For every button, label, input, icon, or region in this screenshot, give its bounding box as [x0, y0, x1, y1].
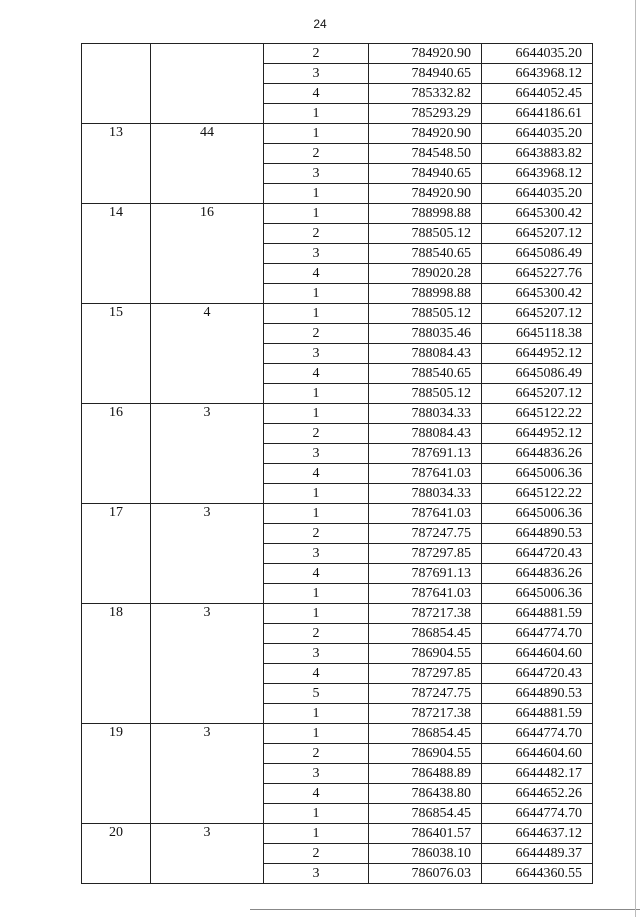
y-coordinate-cell: 6645118.38 [482, 324, 593, 344]
x-coordinate-cell: 784920.90 [369, 184, 482, 204]
x-coordinate-cell: 784548.50 [369, 144, 482, 164]
point-number-cell: 4 [264, 264, 369, 284]
x-coordinate-cell: 787691.13 [369, 444, 482, 464]
point-number-cell: 4 [264, 84, 369, 104]
y-coordinate-cell: 6645207.12 [482, 304, 593, 324]
area-cell: 3 [151, 604, 264, 724]
x-coordinate-cell: 784940.65 [369, 164, 482, 184]
area-cell: 16 [151, 204, 264, 304]
point-number-cell: 2 [264, 624, 369, 644]
y-coordinate-cell: 6643968.12 [482, 164, 593, 184]
x-coordinate-cell: 788505.12 [369, 224, 482, 244]
y-coordinate-cell: 6645006.36 [482, 584, 593, 604]
y-coordinate-cell: 6644890.53 [482, 524, 593, 544]
point-number-cell: 3 [264, 644, 369, 664]
point-number-cell: 1 [264, 304, 369, 324]
x-coordinate-cell: 788998.88 [369, 204, 482, 224]
point-number-cell: 1 [264, 804, 369, 824]
x-coordinate-cell: 786038.10 [369, 844, 482, 864]
point-number-cell: 3 [264, 764, 369, 784]
x-coordinate-cell: 788540.65 [369, 244, 482, 264]
table-row [82, 724, 593, 744]
y-coordinate-cell: 6644890.53 [482, 684, 593, 704]
y-coordinate-cell: 6644720.43 [482, 664, 593, 684]
area-cell: 3 [151, 724, 264, 824]
point-number-cell: 1 [264, 384, 369, 404]
y-coordinate-cell: 6645122.22 [482, 404, 593, 424]
y-coordinate-cell: 6643968.12 [482, 64, 593, 84]
point-number-cell: 1 [264, 824, 369, 844]
y-coordinate-cell: 6644035.20 [482, 44, 593, 64]
x-coordinate-cell: 787691.13 [369, 564, 482, 584]
y-coordinate-cell: 6644186.61 [482, 104, 593, 124]
point-number-cell: 2 [264, 524, 369, 544]
x-coordinate-cell: 786854.45 [369, 724, 482, 744]
x-coordinate-cell: 786076.03 [369, 864, 482, 884]
y-coordinate-cell: 6644881.59 [482, 604, 593, 624]
point-number-cell: 4 [264, 564, 369, 584]
y-coordinate-cell: 6644035.20 [482, 124, 593, 144]
point-number-cell: 3 [264, 344, 369, 364]
table-row [82, 824, 593, 844]
x-coordinate-cell: 789020.28 [369, 264, 482, 284]
x-coordinate-cell: 787217.38 [369, 604, 482, 624]
point-number-cell: 1 [264, 584, 369, 604]
y-coordinate-cell: 6645006.36 [482, 464, 593, 484]
x-coordinate-cell: 784940.65 [369, 64, 482, 84]
point-number-cell: 2 [264, 744, 369, 764]
x-coordinate-cell: 787297.85 [369, 664, 482, 684]
plot-number-cell: 19 [82, 724, 151, 824]
x-coordinate-cell: 788084.43 [369, 344, 482, 364]
point-number-cell: 1 [264, 504, 369, 524]
x-coordinate-cell: 788035.46 [369, 324, 482, 344]
y-coordinate-cell: 6644836.26 [482, 444, 593, 464]
x-coordinate-cell: 786904.55 [369, 744, 482, 764]
point-number-cell: 1 [264, 284, 369, 304]
point-number-cell: 1 [264, 124, 369, 144]
point-number-cell: 5 [264, 684, 369, 704]
x-coordinate-cell: 788505.12 [369, 304, 482, 324]
y-coordinate-cell: 6645207.12 [482, 384, 593, 404]
y-coordinate-cell: 6645300.42 [482, 204, 593, 224]
y-coordinate-cell: 6644720.43 [482, 544, 593, 564]
x-coordinate-cell: 786488.89 [369, 764, 482, 784]
point-number-cell: 1 [264, 484, 369, 504]
x-coordinate-cell: 787641.03 [369, 584, 482, 604]
point-number-cell: 2 [264, 224, 369, 244]
x-coordinate-cell: 786854.45 [369, 624, 482, 644]
y-coordinate-cell: 6644052.45 [482, 84, 593, 104]
point-number-cell: 2 [264, 44, 369, 64]
point-number-cell: 1 [264, 104, 369, 124]
point-number-cell: 3 [264, 64, 369, 84]
x-coordinate-cell: 788998.88 [369, 284, 482, 304]
point-number-cell: 3 [264, 244, 369, 264]
y-coordinate-cell: 6645006.36 [482, 504, 593, 524]
y-coordinate-cell: 6644774.70 [482, 724, 593, 744]
point-number-cell: 3 [264, 864, 369, 884]
y-coordinate-cell: 6645122.22 [482, 484, 593, 504]
x-coordinate-cell: 788084.43 [369, 424, 482, 444]
point-number-cell: 1 [264, 724, 369, 744]
x-coordinate-cell: 787641.03 [369, 464, 482, 484]
y-coordinate-cell: 6644836.26 [482, 564, 593, 584]
area-cell: 44 [151, 124, 264, 204]
point-number-cell: 1 [264, 704, 369, 724]
table-row [82, 504, 593, 524]
point-number-cell: 4 [264, 664, 369, 684]
area-cell: 4 [151, 304, 264, 404]
x-coordinate-cell: 788034.33 [369, 484, 482, 504]
x-coordinate-cell: 785293.29 [369, 104, 482, 124]
x-coordinate-cell: 786904.55 [369, 644, 482, 664]
x-coordinate-cell: 788034.33 [369, 404, 482, 424]
x-coordinate-cell: 784920.90 [369, 44, 482, 64]
point-number-cell: 4 [264, 784, 369, 804]
area-cell: 3 [151, 504, 264, 604]
y-coordinate-cell: 6644881.59 [482, 704, 593, 724]
y-coordinate-cell: 6645086.49 [482, 244, 593, 264]
plot-number-cell: 16 [82, 404, 151, 504]
x-coordinate-cell: 786438.80 [369, 784, 482, 804]
y-coordinate-cell: 6644774.70 [482, 624, 593, 644]
point-number-cell: 2 [264, 424, 369, 444]
y-coordinate-cell: 6644774.70 [482, 804, 593, 824]
y-coordinate-cell: 6645086.49 [482, 364, 593, 384]
x-coordinate-cell: 785332.82 [369, 84, 482, 104]
x-coordinate-cell: 787641.03 [369, 504, 482, 524]
x-coordinate-cell: 787217.38 [369, 704, 482, 724]
x-coordinate-cell: 788540.65 [369, 364, 482, 384]
x-coordinate-cell: 786854.45 [369, 804, 482, 824]
plot-number-cell [82, 44, 151, 124]
plot-number-cell: 18 [82, 604, 151, 724]
point-number-cell: 3 [264, 444, 369, 464]
y-coordinate-cell: 6644604.60 [482, 644, 593, 664]
point-number-cell: 1 [264, 604, 369, 624]
point-number-cell: 1 [264, 204, 369, 224]
y-coordinate-cell: 6644604.60 [482, 744, 593, 764]
table-row [82, 124, 593, 144]
point-number-cell: 3 [264, 164, 369, 184]
table-row [82, 404, 593, 424]
point-number-cell: 1 [264, 184, 369, 204]
page-edge [635, 0, 636, 917]
area-cell: 3 [151, 404, 264, 504]
y-coordinate-cell: 6645207.12 [482, 224, 593, 244]
point-number-cell: 3 [264, 544, 369, 564]
table-row [82, 204, 593, 224]
x-coordinate-cell: 788505.12 [369, 384, 482, 404]
point-number-cell: 4 [264, 464, 369, 484]
y-coordinate-cell: 6644652.26 [482, 784, 593, 804]
table-row [82, 604, 593, 624]
point-number-cell: 1 [264, 404, 369, 424]
plot-number-cell: 15 [82, 304, 151, 404]
y-coordinate-cell: 6644637.12 [482, 824, 593, 844]
point-number-cell: 2 [264, 144, 369, 164]
area-cell: 3 [151, 824, 264, 884]
y-coordinate-cell: 6643883.82 [482, 144, 593, 164]
plot-number-cell: 13 [82, 124, 151, 204]
y-coordinate-cell: 6644035.20 [482, 184, 593, 204]
area-cell [151, 44, 264, 124]
x-coordinate-cell: 784920.90 [369, 124, 482, 144]
bottom-rule [250, 909, 640, 910]
y-coordinate-cell: 6645300.42 [482, 284, 593, 304]
plot-number-cell: 20 [82, 824, 151, 884]
x-coordinate-cell: 787247.75 [369, 684, 482, 704]
point-number-cell: 2 [264, 324, 369, 344]
x-coordinate-cell: 786401.57 [369, 824, 482, 844]
y-coordinate-cell: 6644482.17 [482, 764, 593, 784]
page-number: 24 [313, 17, 327, 31]
y-coordinate-cell: 6645227.76 [482, 264, 593, 284]
y-coordinate-cell: 6644360.55 [482, 864, 593, 884]
x-coordinate-cell: 787297.85 [369, 544, 482, 564]
point-number-cell: 4 [264, 364, 369, 384]
y-coordinate-cell: 6644952.12 [482, 424, 593, 444]
point-number-cell: 2 [264, 844, 369, 864]
y-coordinate-cell: 6644489.37 [482, 844, 593, 864]
x-coordinate-cell: 787247.75 [369, 524, 482, 544]
table-row [82, 44, 593, 64]
plot-number-cell: 14 [82, 204, 151, 304]
table-row [82, 304, 593, 324]
plot-number-cell: 17 [82, 504, 151, 604]
y-coordinate-cell: 6644952.12 [482, 344, 593, 364]
coordinates-table [81, 43, 593, 884]
